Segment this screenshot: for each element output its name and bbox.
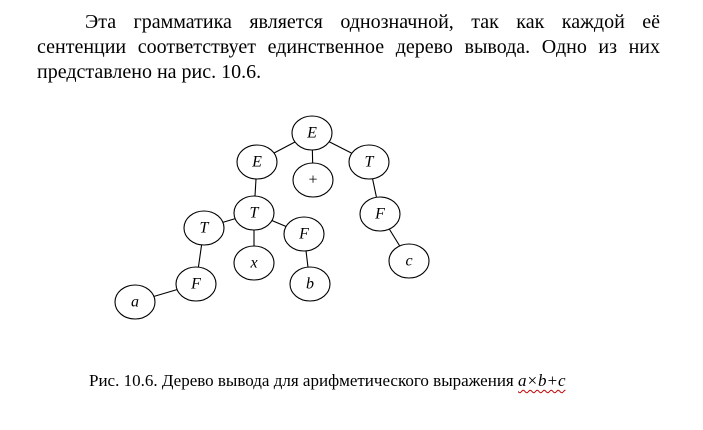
- tree-node-c: [389, 244, 429, 278]
- tree-node-right-T: [349, 145, 389, 179]
- figure-caption: [89, 370, 566, 392]
- node-label: T: [364, 153, 374, 171]
- tree-node-mid-F: [284, 217, 324, 251]
- tree-node-right-F: [360, 197, 400, 231]
- tree-node-b: [290, 267, 330, 301]
- node-label: E: [252, 153, 262, 171]
- node-label: b: [306, 275, 314, 293]
- node-label: +: [308, 171, 318, 189]
- tree-node-plus: [293, 163, 333, 197]
- tree-node-left-F: [176, 267, 216, 301]
- tree-node-mid-T: [234, 196, 274, 230]
- node-label: F: [299, 225, 309, 243]
- tree-node-left-E: [237, 145, 277, 179]
- node-label: c: [405, 252, 413, 270]
- node-label: F: [191, 275, 201, 293]
- node-label: E: [307, 124, 317, 142]
- tree-node-times: [234, 246, 274, 280]
- tree-node-a: [115, 285, 155, 319]
- node-label: F: [375, 205, 385, 223]
- caption-expression: a×b+c: [518, 371, 566, 390]
- tree-node-left-T: [184, 211, 224, 245]
- node-label: T: [249, 204, 259, 222]
- node-label: a: [131, 293, 139, 311]
- body-paragraph: Эта грамматика является однозначной, так как каждой её сентенции соответствует единственное дерево вывода. Одно из них представлено на рис. 10.6.: [37, 11, 660, 83]
- node-label: x: [250, 254, 258, 272]
- caption-text: Рис. 10.6. Дерево вывода для арифметического выражения: [89, 371, 518, 390]
- tree-node-root-E: [292, 116, 332, 150]
- node-label: T: [199, 219, 209, 237]
